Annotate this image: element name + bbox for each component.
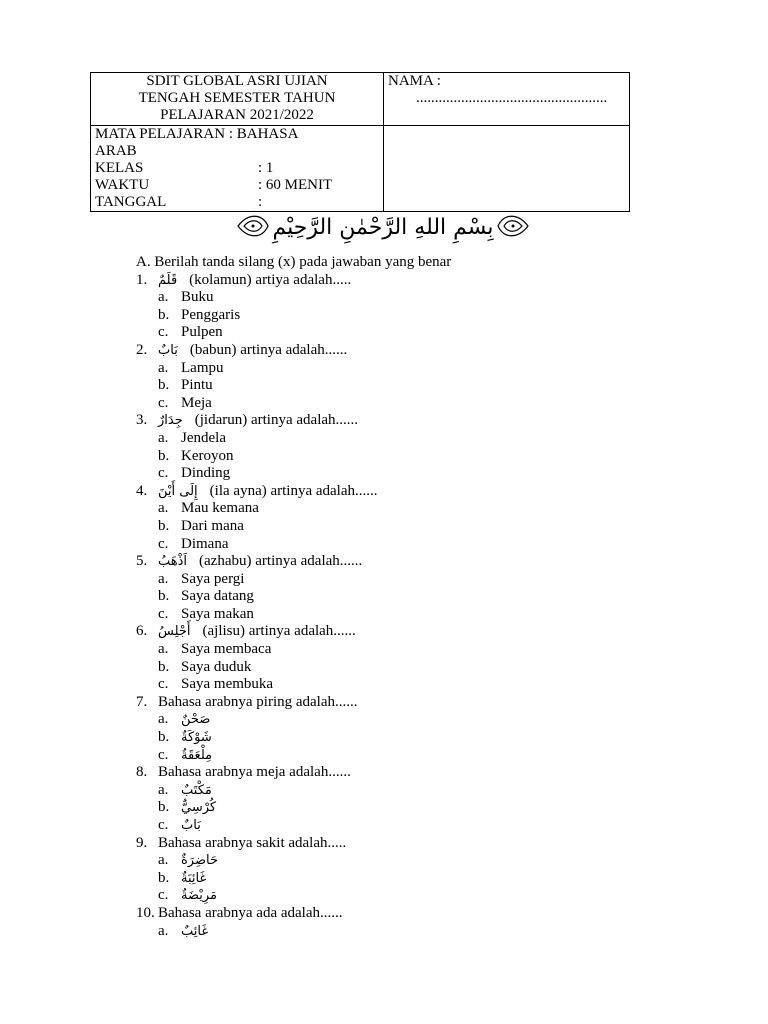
- option-letter: c.: [158, 746, 169, 763]
- answer-option[interactable]: [136, 571, 696, 589]
- option-arabic-text: بَابٌ: [181, 818, 201, 833]
- nama-cell[interactable]: [384, 73, 630, 126]
- answer-option[interactable]: [136, 729, 696, 747]
- question-number: 1.: [136, 271, 148, 288]
- info-row-kelas: [95, 160, 379, 177]
- question-5: [136, 553, 696, 571]
- info-label: ARAB: [95, 143, 137, 159]
- question-number: 9.: [136, 834, 148, 851]
- option-letter: c.: [158, 817, 169, 833]
- info-row-subject-cont: [95, 143, 379, 160]
- option-text: Dimana: [181, 535, 229, 552]
- answer-option[interactable]: [136, 448, 696, 466]
- option-text: Dinding: [181, 465, 231, 482]
- option-text: Saya membuka: [181, 676, 274, 693]
- basmala-calligraphy: [234, 207, 532, 245]
- answer-option[interactable]: [136, 747, 696, 765]
- option-letter: a.: [158, 711, 169, 728]
- answer-option[interactable]: [136, 870, 696, 888]
- answer-option[interactable]: [136, 782, 696, 800]
- option-letter: c.: [158, 324, 169, 341]
- title-line-3: PELAJARAN 2021/2022: [160, 107, 314, 123]
- answer-option[interactable]: [136, 887, 696, 905]
- option-text: Pintu: [181, 377, 213, 394]
- question-arabic-word: قَلَمٌ: [158, 272, 178, 288]
- question-text: Bahasa arabnya ada adalah......: [158, 904, 343, 921]
- answer-option[interactable]: [136, 641, 696, 659]
- question-number: 3.: [136, 412, 148, 429]
- answer-option[interactable]: [136, 377, 696, 395]
- answer-option[interactable]: [136, 536, 696, 554]
- question-4: [136, 483, 696, 501]
- option-letter: a.: [158, 570, 169, 587]
- question-text: (kolamun) artiya adalah.....: [189, 271, 352, 288]
- option-letter: c.: [158, 887, 169, 904]
- info-label: KELAS: [95, 160, 144, 176]
- option-letter: a.: [158, 781, 169, 798]
- option-letter: b.: [158, 306, 170, 323]
- question-number: 4.: [136, 482, 148, 499]
- question-arabic-word: أَجْلِسُ: [158, 624, 191, 640]
- answer-option[interactable]: [136, 465, 696, 483]
- question-number: 7.: [136, 693, 148, 710]
- question-number: 8.: [136, 764, 148, 781]
- answer-option[interactable]: [136, 923, 696, 941]
- option-letter: a.: [158, 852, 169, 869]
- option-letter: a.: [158, 429, 169, 446]
- info-value: : 1: [258, 160, 274, 176]
- question-7: [136, 694, 696, 712]
- question-section: [136, 254, 696, 940]
- answer-option[interactable]: [136, 676, 696, 694]
- option-arabic-text: غَائِبٌ: [181, 923, 209, 939]
- option-letter: a.: [158, 922, 169, 939]
- answer-option[interactable]: [136, 852, 696, 870]
- question-text: (jidarun) artinya adalah......: [194, 412, 359, 429]
- exam-header-table: [90, 72, 630, 212]
- option-arabic-text: غَائِبَةٌ: [181, 870, 207, 886]
- option-text: Jendela: [181, 429, 226, 446]
- option-letter: a.: [158, 359, 169, 376]
- basmala-text: بِسْمِ اللهِ الرَّحْمٰنِ الرَّحِيْمِ: [272, 215, 494, 240]
- question-text: Bahasa arabnya sakit adalah.....: [158, 834, 347, 851]
- option-letter: c.: [158, 394, 169, 411]
- question-8: [136, 764, 696, 782]
- question-10: [136, 905, 696, 923]
- answer-option[interactable]: [136, 711, 696, 729]
- title-line-2: TENGAH SEMESTER TAHUN: [138, 90, 336, 106]
- question-arabic-word: اَذْهَبُ: [158, 554, 188, 570]
- title-line-1: SDIT GLOBAL ASRI UJIAN: [146, 73, 328, 89]
- answer-option[interactable]: [136, 324, 696, 342]
- section-instruction: A. Berilah tanda silang (x) pada jawaban yang benar: [136, 254, 452, 270]
- option-letter: b.: [158, 588, 170, 605]
- answer-option[interactable]: [136, 606, 696, 624]
- question-9: [136, 835, 696, 853]
- question-arabic-word: جِدَارٌ: [158, 413, 183, 429]
- option-arabic-text: مِلْعَقَةٌ: [181, 747, 213, 763]
- option-letter: b.: [158, 729, 170, 746]
- question-number: 2.: [136, 341, 148, 358]
- option-arabic-text: حَاضِرَةٌ: [181, 853, 219, 869]
- option-letter: a.: [158, 500, 169, 517]
- option-letter: c.: [158, 465, 169, 482]
- answer-option[interactable]: [136, 799, 696, 817]
- info-value: :: [258, 194, 263, 210]
- question-number: 5.: [136, 553, 148, 570]
- info-row-subject: [95, 126, 379, 143]
- option-text: Penggaris: [181, 306, 241, 323]
- question-3: [136, 412, 696, 430]
- option-text: Saya datang: [181, 588, 254, 605]
- answer-option[interactable]: [136, 588, 696, 606]
- option-arabic-text: مَرِيْضَةٌ: [181, 888, 217, 904]
- question-text: Bahasa arabnya meja adalah......: [158, 764, 351, 781]
- question-1: [136, 272, 696, 290]
- question-2: [136, 342, 696, 360]
- answer-option[interactable]: [136, 289, 696, 307]
- answer-option[interactable]: [136, 360, 696, 378]
- option-arabic-text: مَكْتَبٌ: [181, 782, 212, 798]
- option-letter: c.: [158, 605, 169, 622]
- option-text: Meja: [181, 394, 212, 411]
- option-letter: b.: [158, 517, 170, 534]
- option-letter: b.: [158, 658, 170, 675]
- option-letter: a.: [158, 641, 169, 658]
- option-text: Keroyon: [181, 447, 234, 464]
- question-text: (ila ayna) artinya adalah......: [209, 482, 378, 499]
- question-number: 10.: [136, 904, 155, 921]
- nama-field[interactable]: ...................................................: [416, 90, 608, 106]
- info-label: MATA PELAJARAN : BAHASA: [95, 126, 299, 142]
- option-letter: a.: [158, 289, 169, 306]
- info-label: TANGGAL: [95, 194, 167, 210]
- option-text: Dari mana: [181, 517, 244, 534]
- option-letter: b.: [158, 869, 170, 886]
- school-title-cell: [91, 73, 384, 126]
- option-text: Saya membaca: [181, 641, 272, 658]
- answer-option[interactable]: [136, 518, 696, 536]
- question-arabic-word: إِلَى أَيْنَ: [158, 483, 198, 499]
- question-arabic-word: بَابٌ: [158, 342, 178, 358]
- option-letter: b.: [158, 377, 170, 394]
- option-letter: c.: [158, 676, 169, 693]
- info-value: : 60 MENIT: [258, 177, 333, 193]
- question-text: Bahasa arabnya piring adalah......: [158, 693, 358, 710]
- blank-cell: [384, 126, 630, 212]
- option-text: Mau kemana: [181, 500, 259, 517]
- option-text: Lampu: [181, 359, 224, 376]
- answer-option[interactable]: [136, 500, 696, 518]
- question-text: (babun) artinya adalah......: [189, 341, 348, 358]
- answer-option[interactable]: [136, 659, 696, 677]
- option-arabic-text: صَحْنٌ: [181, 712, 211, 728]
- question-number: 6.: [136, 623, 148, 640]
- option-arabic-text: شَوْكَةٌ: [181, 730, 212, 746]
- option-text: Saya makan: [181, 605, 254, 622]
- option-letter: c.: [158, 535, 169, 552]
- info-label: WAKTU: [95, 177, 150, 193]
- option-letter: b.: [158, 799, 170, 816]
- answer-option[interactable]: [136, 430, 696, 448]
- nama-label: NAMA :: [388, 73, 441, 89]
- answer-option[interactable]: [136, 395, 696, 413]
- option-arabic-text: كُرْسِيٌّ: [181, 800, 217, 816]
- answer-option[interactable]: [136, 817, 696, 835]
- question-text: (ajlisu) artinya adalah......: [202, 623, 356, 640]
- option-text: Buku: [181, 289, 214, 306]
- option-letter: b.: [158, 447, 170, 464]
- exam-info-cell: [91, 126, 384, 212]
- option-text: Saya pergi: [181, 570, 245, 587]
- question-text: (azhabu) artinya adalah......: [199, 553, 363, 570]
- question-6: [136, 623, 696, 641]
- answer-option[interactable]: [136, 307, 696, 325]
- info-row-waktu: [95, 177, 379, 194]
- option-text: Saya duduk: [181, 658, 252, 675]
- option-text: Pulpen: [181, 324, 223, 341]
